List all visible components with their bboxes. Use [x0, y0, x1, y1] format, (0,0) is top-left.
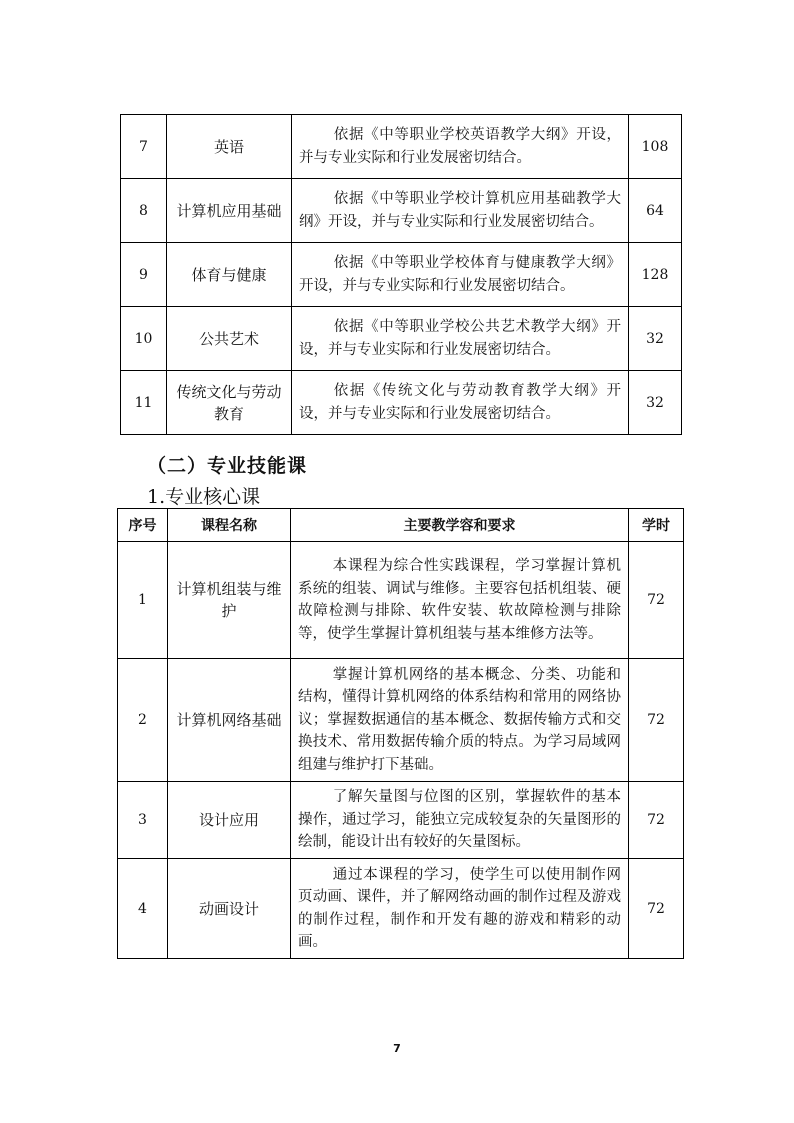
table-row	[118, 542, 684, 659]
course-number: 4	[118, 859, 168, 959]
course-hours: 64	[629, 179, 682, 243]
table-row	[118, 859, 684, 959]
course-number: 2	[118, 659, 168, 782]
subsection-title: 1.专业核心课	[147, 486, 261, 508]
core-courses-table	[117, 508, 684, 959]
course-number: 9	[121, 243, 167, 307]
table-row	[118, 659, 684, 782]
course-description: 掌握计算机网络的基本概念、分类、功能和结构，懂得计算机网络的体系结构和常用的网络协议；掌握数据通信的基本概念、数据传输方式和交换技术、常用数据传输介质的特点。为学习局域网组建与维护打下基础。	[291, 659, 629, 782]
course-number: 8	[121, 179, 167, 243]
header-hours: 学时	[629, 509, 684, 542]
course-hours: 32	[629, 307, 682, 371]
course-hours: 72	[629, 659, 684, 782]
course-name: 传统文化与劳动教育	[167, 371, 292, 435]
table-header-row	[118, 509, 684, 542]
course-description: 通过本课程的学习，使学生可以使用制作网页动画、课件，并了解网络动画的制作过程及游戏的制作过程，制作和开发有趣的游戏和精彩的动画。	[291, 859, 629, 959]
course-name: 计算机组装与维护	[168, 542, 291, 659]
course-number: 7	[121, 115, 167, 179]
course-description: 本课程为综合性实践课程，学习掌握计算机系统的组装、调试与维修。主要容包括机组装、硬故障检测与排除、软件安装、软故障检测与排除等，使学生掌握计算机组装与基本维修方法等。	[291, 542, 629, 659]
table-row	[121, 307, 682, 371]
page-number: 7	[393, 1042, 401, 1055]
general-courses-table	[120, 114, 682, 435]
table-row	[121, 179, 682, 243]
course-hours: 72	[629, 782, 684, 859]
course-name: 公共艺术	[167, 307, 292, 371]
course-hours: 72	[629, 542, 684, 659]
course-hours: 128	[629, 243, 682, 307]
table-row	[121, 115, 682, 179]
course-description: 依据《中等职业学校体育与健康教学大纲》开设，并与专业实际和行业发展密切结合。	[292, 243, 629, 307]
header-number: 序号	[118, 509, 168, 542]
course-description: 依据《中等职业学校公共艺术教学大纲》开设，并与专业实际和行业发展密切结合。	[292, 307, 629, 371]
course-number: 1	[118, 542, 168, 659]
course-number: 10	[121, 307, 167, 371]
course-name: 体育与健康	[167, 243, 292, 307]
header-content: 主要教学容和要求	[291, 509, 629, 542]
header-course-name: 课程名称	[168, 509, 291, 542]
course-hours: 108	[629, 115, 682, 179]
course-name: 计算机应用基础	[167, 179, 292, 243]
course-name: 计算机网络基础	[168, 659, 291, 782]
course-number: 3	[118, 782, 168, 859]
course-name: 英语	[167, 115, 292, 179]
section-title: （二）专业技能课	[147, 455, 308, 477]
course-name: 动画设计	[168, 859, 291, 959]
course-name: 设计应用	[168, 782, 291, 859]
table-row	[121, 371, 682, 435]
course-description: 依据《中等职业学校计算机应用基础教学大纲》开设，并与专业实际和行业发展密切结合。	[292, 179, 629, 243]
course-description: 依据《中等职业学校英语教学大纲》开设，并与专业实际和行业发展密切结合。	[292, 115, 629, 179]
table-row	[121, 243, 682, 307]
table-row	[118, 782, 684, 859]
course-description: 了解矢量图与位图的区别，掌握软件的基本操作，通过学习，能独立完成较复杂的矢量图形的绘制，能设计出有较好的矢量图标。	[291, 782, 629, 859]
course-number: 11	[121, 371, 167, 435]
course-hours: 32	[629, 371, 682, 435]
course-hours: 72	[629, 859, 684, 959]
course-description: 依据《传统文化与劳动教育教学大纲》开设，并与专业实际和行业发展密切结合。	[292, 371, 629, 435]
